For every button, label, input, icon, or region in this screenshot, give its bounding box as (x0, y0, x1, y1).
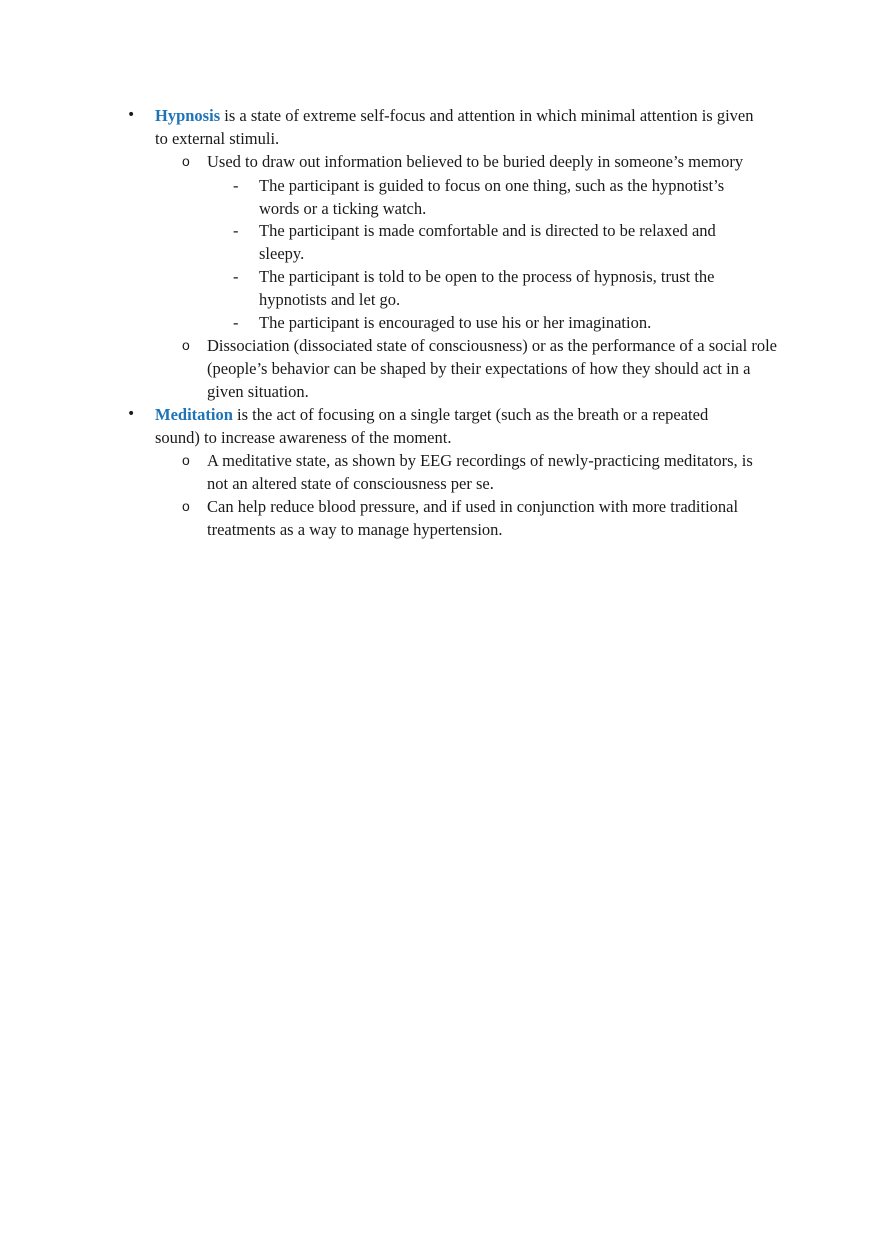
bullet-marker: • (127, 406, 136, 422)
dash-item: The participant is guided to focus on one thing, such as the hypnotist’s words or a ticking watch. (259, 176, 725, 218)
dash-marker: - (233, 221, 239, 240)
sub-marker: o (182, 337, 190, 353)
bullet-text: is a state of extreme self-focus and attention in which minimal attention is given to external stimuli. (155, 106, 754, 148)
sub-marker: o (182, 452, 190, 468)
bullet-text: is the act of focusing on a single target (such as the breath or a repeated sound) to increase awareness of the moment. (155, 405, 709, 447)
bullet-item-hypnosis (155, 104, 755, 150)
sub-item: Dissociation (dissociated state of consciousness) or as the performance of a social role (people’s behavior can be shaped by their expectations of how they should act in a given situation. (207, 336, 777, 401)
sub-marker: o (182, 498, 190, 514)
term-meditation: Meditation (155, 405, 233, 424)
bullet-item-meditation (155, 403, 755, 449)
bullet-marker: • (127, 107, 136, 123)
dash-item: The participant is made comfortable and is directed to be relaxed and sleepy. (259, 221, 716, 263)
dash-marker: - (233, 267, 239, 286)
dash-marker: - (233, 313, 239, 332)
sub-item: Can help reduce blood pressure, and if used in conjunction with more traditional treatments as a way to manage hypertension. (207, 497, 739, 539)
sub-marker: o (182, 153, 190, 169)
sub-item: Used to draw out information believed to be buried deeply in someone’s memory (207, 152, 744, 171)
dash-marker: - (233, 176, 239, 195)
dash-item: The participant is encouraged to use his or her imagination. (259, 313, 652, 332)
sub-item: A meditative state, as shown by EEG recordings of newly-practicing meditators, is not an altered state of consciousness per se. (207, 451, 753, 493)
dash-item: The participant is told to be open to the process of hypnosis, trust the hypnotists and let go. (259, 267, 715, 309)
term-hypnosis: Hypnosis (155, 106, 221, 125)
